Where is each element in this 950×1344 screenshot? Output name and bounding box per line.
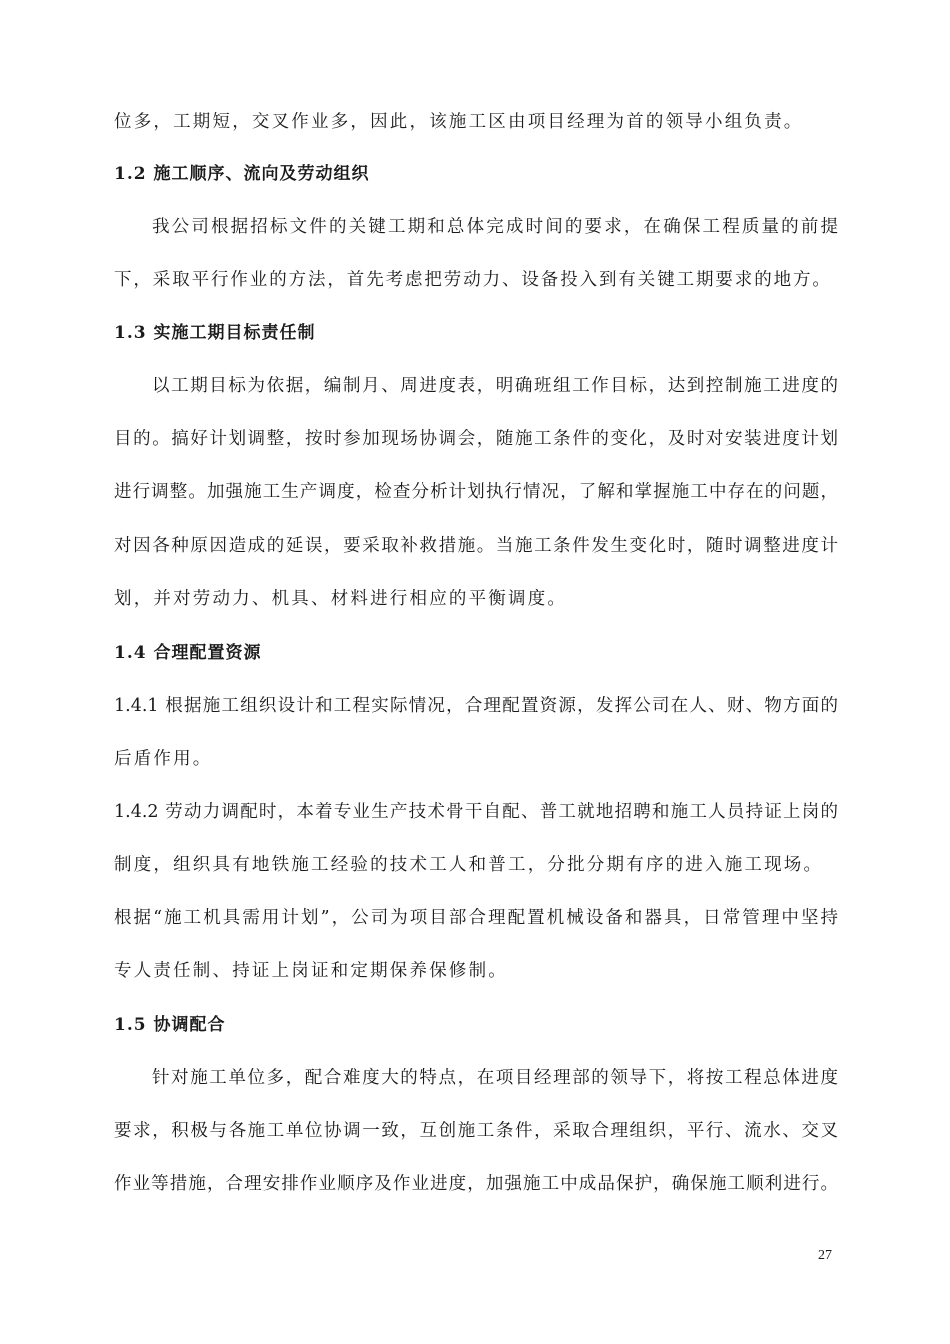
- body-text-line: 1.4.1 根据施工组织设计和工程实际情况，合理配置资源，发挥公司在人、财、物方面的: [114, 696, 838, 716]
- body-text-line: 划，并对劳动力、机具、材料进行相应的平衡调度。: [114, 589, 568, 609]
- body-text-line: 对因各种原因造成的延误，要采取补救措施。当施工条件发生变化时，随时调整进度计: [114, 536, 838, 556]
- body-text-line: 针对施工单位多，配合难度大的特点，在项目经理部的领导下，将按工程总体进度: [152, 1068, 838, 1088]
- section-heading-1-5: 1.5 协调配合: [114, 1015, 226, 1035]
- body-text-line: 根据“施工机具需用计划”，公司为项目部合理配置机械设备和器具，日常管理中坚持: [114, 908, 838, 928]
- body-text-line: 下，采取平行作业的方法，首先考虑把劳动力、设备投入到有关键工期要求的地方。: [114, 270, 832, 290]
- body-text-line: 我公司根据招标文件的关键工期和总体完成时间的要求，在确保工程质量的前提: [152, 217, 838, 237]
- body-text-line: 1.4.2 劳动力调配时，本着专业生产技术骨干自配、普工就地招聘和施工人员持证上岗的: [114, 802, 838, 822]
- body-text-line: 要求，积极与各施工单位协调一致，互创施工条件，采取合理组织，平行、流水、交叉: [114, 1121, 838, 1141]
- section-heading-1-4: 1.4 合理配置资源: [114, 643, 262, 663]
- body-text-line: 作业等措施，合理安排作业顺序及作业进度，加强施工中成品保护，确保施工顺利进行。: [114, 1174, 838, 1194]
- body-text-line: 以工期目标为依据，编制月、周进度表，明确班组工作目标，达到控制施工进度的: [152, 376, 838, 396]
- body-text-line: 制度，组织具有地铁施工经验的技术工人和普工，分批分期有序的进入施工现场。: [114, 855, 824, 875]
- section-heading-1-3: 1.3 实施工期目标责任制: [114, 323, 316, 343]
- body-text-line: 后盾作用。: [114, 749, 213, 769]
- page-number: 27: [818, 1248, 832, 1263]
- body-text-line: 位多，工期短，交叉作业多，因此，该施工区由项目经理为首的领导小组负责。: [114, 112, 804, 132]
- body-text-line: 专人责任制、持证上岗证和定期保养保修制。: [114, 961, 508, 981]
- body-text-line: 目的。搞好计划调整，按时参加现场协调会，随施工条件的变化，及时对安装进度计划: [114, 429, 838, 449]
- section-heading-1-2: 1.2 施工顺序、流向及劳动组织: [114, 164, 370, 184]
- body-text-line: 进行调整。加强施工生产调度，检查分析计划执行情况，了解和掌握施工中存在的问题，: [114, 482, 838, 502]
